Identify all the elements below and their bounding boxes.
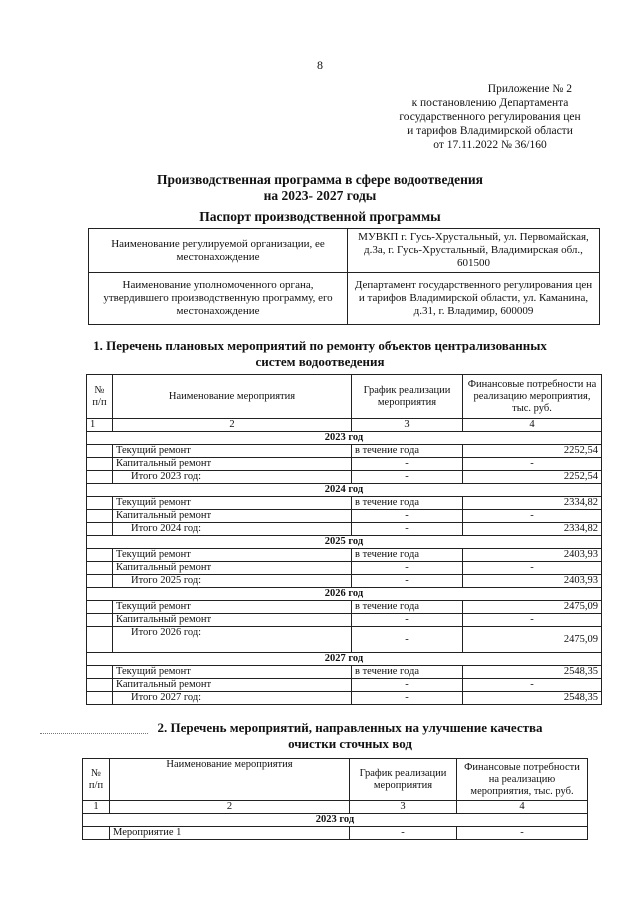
header-finance: Финансовые потребности на реализацию мероприятия, тыс. руб. (463, 375, 602, 419)
program-title-line2: на 2023- 2027 годы (263, 188, 377, 203)
passport-table (88, 228, 600, 325)
colnum: 1 (83, 801, 110, 814)
cell-value: 2403,93 (463, 575, 602, 588)
year-row: 2026 год (87, 588, 602, 601)
cell-value: - (463, 562, 602, 575)
table-row (87, 523, 602, 536)
cell-name: Текущий ремонт (113, 601, 352, 614)
cell-name: Капитальный ремонт (113, 562, 352, 575)
header-finance: Финансовые потребности на реализацию мероприятия, тыс. руб. (457, 759, 588, 801)
cell-value: - (463, 510, 602, 523)
cell-value: 2252,54 (463, 445, 602, 458)
cell-schedule: - (352, 679, 463, 692)
cell-name: Итого 2027 год: (113, 692, 352, 705)
cell-name: Текущий ремонт (113, 666, 352, 679)
year-row: 2023 год (87, 432, 602, 445)
cell-schedule: - (352, 471, 463, 484)
treatment-table (82, 758, 588, 840)
cell-name: Итого 2024 год: (113, 523, 352, 536)
passport-org-label: Наименование регулируемой организации, ее местонахождение (89, 229, 348, 273)
cell-schedule: в течение года (352, 549, 463, 562)
header-num: № п/п (87, 375, 113, 419)
table-row (87, 692, 602, 705)
cell-value: - (457, 827, 588, 840)
table-row (87, 458, 602, 471)
cell-value: 2334,82 (463, 523, 602, 536)
cell-schedule: - (352, 627, 463, 653)
table-row (87, 471, 602, 484)
header-name: Наименование мероприятия (110, 759, 350, 801)
table-row (87, 510, 602, 523)
appendix-line: к постановлению Департамента (411, 97, 569, 109)
cell-schedule: - (352, 614, 463, 627)
cell-name: Капитальный ремонт (113, 458, 352, 471)
cell-name: Итого 2026 год: (113, 627, 352, 653)
cell-value: 2548,35 (463, 692, 602, 705)
year-row: 2025 год (87, 536, 602, 549)
table-row (87, 497, 602, 510)
colnum: 4 (457, 801, 588, 814)
section1-title-line1: 1. Перечень плановых мероприятий по ремонту объектов централизованных (93, 338, 547, 353)
cell-value: 2252,54 (463, 471, 602, 484)
cell-schedule: в течение года (352, 497, 463, 510)
cell-schedule: - (352, 562, 463, 575)
cell-schedule: - (352, 523, 463, 536)
table-row (87, 614, 602, 627)
header-schedule: График реализации мероприятия (352, 375, 463, 419)
header-schedule: График реализации мероприятия (350, 759, 457, 801)
cell-schedule: - (352, 510, 463, 523)
cell-value: 2403,93 (463, 549, 602, 562)
year-row: 2027 год (87, 653, 602, 666)
cell-name: Капитальный ремонт (113, 679, 352, 692)
table-row (87, 575, 602, 588)
year-row: 2024 год (87, 484, 602, 497)
passport-authority-value: Департамент государственного регулирования цен и тарифов Владимирской области, ул. Каманина, д.31, г. Владимир, 600009 (348, 273, 600, 325)
appendix-line: и тарифов Владимирской области (407, 125, 573, 137)
cell-schedule: - (352, 692, 463, 705)
cell-name: Мероприятие 1 (110, 827, 350, 840)
passport-org-value: МУВКП г. Гусь-Хрустальный, ул. Первомайская, д.3а, г. Гусь-Хрустальный, Владимирская обл., 601500 (348, 229, 600, 273)
cell-value: 2334,82 (463, 497, 602, 510)
colnum: 4 (463, 419, 602, 432)
section2-title-line2: очистки сточных вод (288, 736, 412, 751)
cell-value: 2548,35 (463, 666, 602, 679)
appendix-line: государственного регулирования цен (399, 111, 581, 123)
appendix-line: Приложение № 2 (487, 83, 572, 95)
cell-name: Текущий ремонт (113, 497, 352, 510)
program-title-line1: Производственная программа в сфере водоотведения (157, 172, 483, 187)
cell-value: 2475,09 (463, 627, 602, 653)
cell-name: Текущий ремонт (113, 445, 352, 458)
cell-value: - (463, 458, 602, 471)
header-name: Наименование мероприятия (113, 375, 352, 419)
repair-plan-table (86, 374, 602, 705)
table-row (87, 666, 602, 679)
colnum: 1 (87, 419, 113, 432)
cell-schedule: в течение года (352, 445, 463, 458)
colnum: 3 (352, 419, 463, 432)
cell-value: 2475,09 (463, 601, 602, 614)
program-title (0, 172, 640, 204)
cell-schedule: в течение года (352, 601, 463, 614)
cell-value: - (463, 614, 602, 627)
section2-title-line1: 2. Перечень мероприятий, направленных на улучшение качества (157, 720, 543, 735)
section1-title (0, 338, 640, 370)
colnum: 2 (113, 419, 352, 432)
table-row (87, 679, 602, 692)
table-row (87, 627, 602, 653)
cell-schedule: - (352, 458, 463, 471)
passport-title: Паспорт производственной программы (199, 209, 441, 224)
cell-name: Итого 2023 год: (113, 471, 352, 484)
table-row (83, 827, 588, 840)
section2-title (0, 720, 640, 752)
table-row (87, 445, 602, 458)
cell-name: Итого 2025 год: (113, 575, 352, 588)
colnum: 2 (110, 801, 350, 814)
section1-title-line2: систем водоотведения (255, 354, 385, 369)
page-number: 8 (317, 58, 323, 72)
cell-name: Капитальный ремонт (113, 510, 352, 523)
table-row (87, 601, 602, 614)
table-row (87, 562, 602, 575)
cell-schedule: - (352, 575, 463, 588)
cell-value: - (463, 679, 602, 692)
appendix-block (380, 82, 600, 152)
table-row (87, 549, 602, 562)
year-row: 2023 год (83, 814, 588, 827)
header-num: № п/п (83, 759, 110, 801)
cell-schedule: - (350, 827, 457, 840)
appendix-line: от 17.11.2022 № 36/160 (433, 139, 547, 151)
cell-name: Капитальный ремонт (113, 614, 352, 627)
passport-authority-label: Наименование уполномоченного органа, утвердившего производственную программу, его местонахождение (89, 273, 348, 325)
cell-name: Текущий ремонт (113, 549, 352, 562)
cell-schedule: в течение года (352, 666, 463, 679)
colnum: 3 (350, 801, 457, 814)
